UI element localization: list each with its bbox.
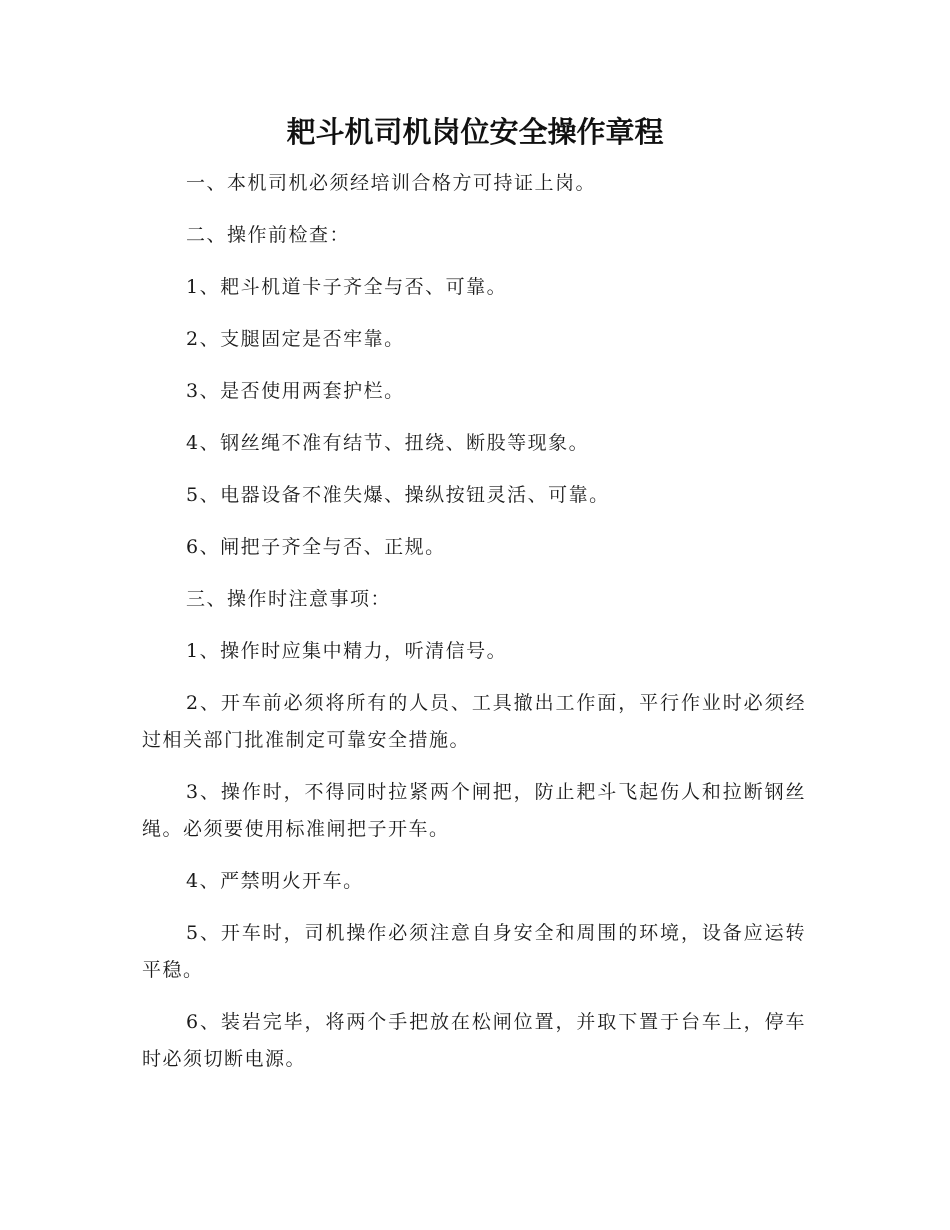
section-heading-operation: 三、操作时注意事项：	[186, 588, 392, 610]
document-title: 耙斗机司机岗位安全操作章程	[286, 115, 664, 149]
check-item-5: 5、电器设备不准失爆、操纵按钮灵活、可靠。	[186, 484, 610, 506]
operation-item-6: 6、装岩完毕，将两个手把放在松闸位置，并取下置于台车上，停车时必须切断电源。	[142, 1011, 806, 1070]
operation-item-2: 2、开车前必须将所有的人员、工具撤出工作面，平行作业时必须经过相关部门批准制定可靠安全措施。	[142, 692, 806, 751]
check-item-4: 4、钢丝绳不准有结节、扭绕、断股等现象。	[186, 432, 590, 454]
operation-item-5: 5、开车时，司机操作必须注意自身安全和周围的环境，设备应运转平稳。	[142, 922, 806, 981]
check-item-1: 1、耙斗机道卡子齐全与否、可靠。	[186, 276, 508, 298]
section-heading-pre-check: 二、操作前检查：	[186, 224, 351, 246]
check-item-3: 3、是否使用两套护栏。	[186, 380, 405, 402]
operation-item-1: 1、操作时应集中精力，听清信号。	[186, 640, 508, 662]
document-body	[142, 165, 806, 1093]
check-item-2: 2、支腿固定是否牢靠。	[186, 328, 405, 350]
operation-item-3: 3、操作时，不得同时拉紧两个闸把，防止耙斗飞起伤人和拉断钢丝绳。必须要使用标准闸把子开车。	[142, 781, 806, 840]
paragraph-1: 一、本机司机必须经培训合格方可持证上岗。	[186, 172, 597, 194]
operation-item-4: 4、严禁明火开车。	[186, 870, 364, 892]
check-item-6: 6、闸把子齐全与否、正规。	[186, 536, 446, 558]
